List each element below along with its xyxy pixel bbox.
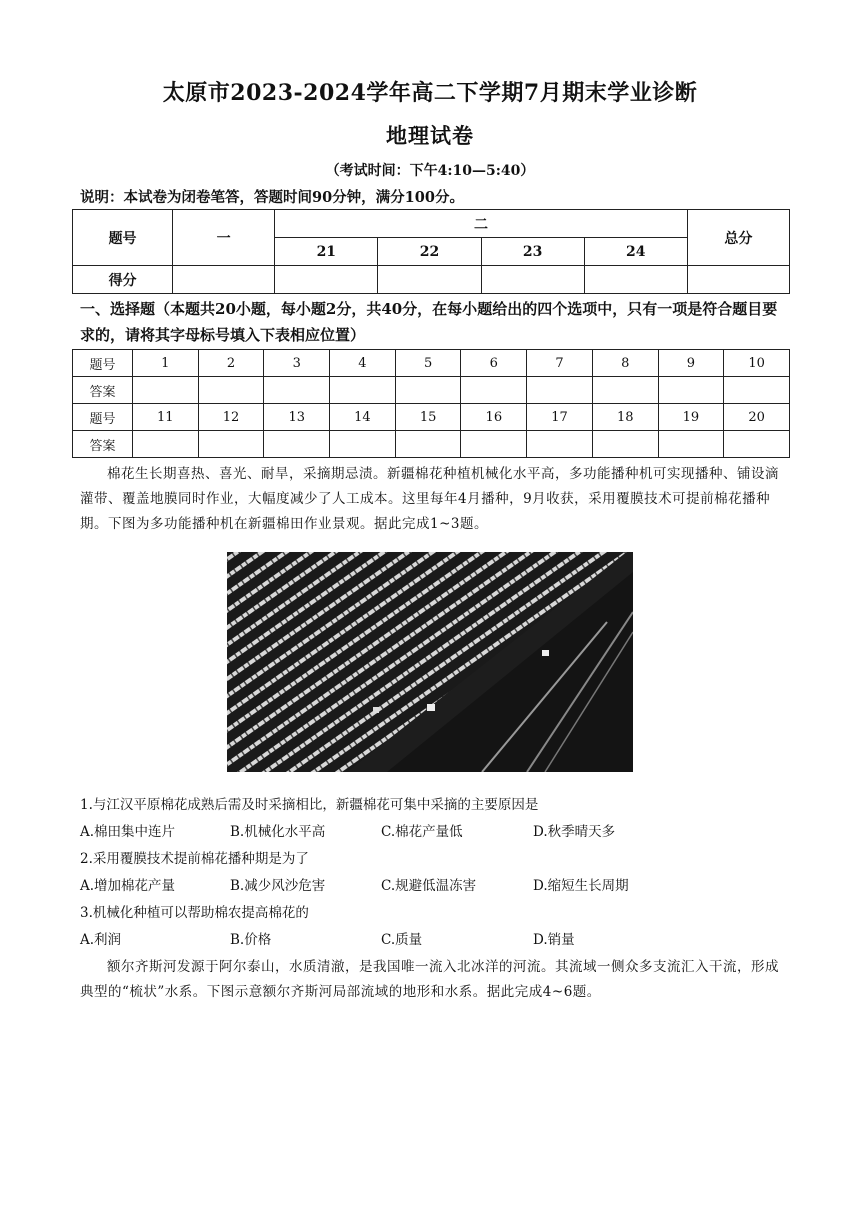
answer-cell[interactable]	[132, 431, 198, 458]
score-sub: 24	[584, 238, 687, 266]
score-sub: 22	[378, 238, 481, 266]
answer-cell[interactable]	[198, 431, 264, 458]
passage-irtysh: 额尔齐斯河发源于阿尔泰山，水质清澈，是我国唯一流入北冰洋的河流。其流域一侧众多支流汇入干流，形成典型的“梳状”水系。下图示意额尔齐斯河局部流域的地形和水系。据此完成4~6题。	[80, 959, 779, 1000]
answer-question-number: 8	[592, 350, 658, 377]
answer-question-number: 9	[658, 350, 724, 377]
answer-cell[interactable]	[592, 431, 658, 458]
option-d[interactable]: D.缩短生长周期	[533, 878, 629, 894]
score-cell[interactable]	[481, 266, 584, 294]
answer-cell[interactable]	[198, 377, 264, 404]
answer-question-number: 16	[461, 404, 527, 431]
answer-cell[interactable]	[724, 377, 790, 404]
exam-title: 太原市2023-2024学年高二下学期7月期末学业诊断	[162, 80, 698, 106]
score-cell[interactable]	[378, 266, 481, 294]
option-b[interactable]: B.机械化水平高	[230, 824, 326, 840]
answer-question-number: 14	[330, 404, 396, 431]
score-cell[interactable]	[687, 266, 789, 294]
answer-cell[interactable]	[527, 377, 593, 404]
score-table	[72, 209, 790, 294]
answer-question-number: 18	[592, 404, 658, 431]
answer-cell[interactable]	[264, 431, 330, 458]
score-cell[interactable]	[173, 266, 275, 294]
answer-question-number: 17	[527, 404, 593, 431]
answer-question-number: 12	[198, 404, 264, 431]
answer-question-number: 19	[658, 404, 724, 431]
exam-instructions: 说明：本试卷为闭卷笔答，答题时间90分钟，满分100分。	[80, 189, 464, 206]
answer-cell[interactable]	[330, 377, 396, 404]
answer-table	[72, 349, 790, 458]
answer-question-number: 15	[395, 404, 461, 431]
answer-question-number: 11	[132, 404, 198, 431]
question-2-stem: 2.采用覆膜技术提前棉花播种期是为了	[80, 851, 309, 867]
answer-cell[interactable]	[395, 377, 461, 404]
answer-cell[interactable]	[658, 431, 724, 458]
answer-cell[interactable]	[461, 431, 527, 458]
section-heading: 一、选择题（本题共20小题，每小题2分，共40分，在每小题给出的四个选项中，只有一项是符合题目要求的，请将其字母标号填入下表相应位置）	[80, 300, 778, 344]
option-b[interactable]: B.减少风沙危害	[230, 878, 326, 894]
score-part1: 一	[173, 210, 275, 266]
exam-time: （考试时间：下午4:10—5:40）	[325, 163, 535, 179]
passage-cotton: 棉花生长期喜热、喜光、耐旱，采摘期忌渍。新疆棉花种植机械化水平高，多功能播种机可实现播种、铺设滴灌带、覆盖地膜同时作业，大幅度减少了人工成本。这里每年4月播种，9月收获，采用覆膜技术可提前棉花播种期。下图为多功能播种机在新疆棉田作业景观。据此完成1~3题。	[80, 466, 779, 532]
option-c[interactable]: C.质量	[381, 932, 423, 948]
answer-question-number: 6	[461, 350, 527, 377]
answer-question-number: 5	[395, 350, 461, 377]
option-a[interactable]: A.棉田集中连片	[80, 824, 176, 840]
answer-cell[interactable]	[330, 431, 396, 458]
option-a[interactable]: A.增加棉花产量	[80, 878, 176, 894]
answer-cell[interactable]	[461, 377, 527, 404]
option-c[interactable]: C.棉花产量低	[381, 824, 463, 840]
answer-ans-label: 答案	[73, 377, 133, 404]
exam-subject: 地理试卷	[386, 123, 474, 148]
answer-cell[interactable]	[264, 377, 330, 404]
answer-num-label: 题号	[73, 350, 133, 377]
option-b[interactable]: B.价格	[230, 932, 272, 948]
question-1-stem: 1.与江汉平原棉花成熟后需及时采摘相比，新疆棉花可集中采摘的主要原因是	[80, 797, 539, 813]
option-c[interactable]: C.规避低温冻害	[381, 878, 477, 894]
cotton-field-photo	[227, 552, 633, 772]
score-row-label: 得分	[73, 266, 173, 294]
answer-cell[interactable]	[527, 431, 593, 458]
option-d[interactable]: D.秋季晴天多	[533, 824, 616, 840]
answer-question-number: 4	[330, 350, 396, 377]
answer-question-number: 13	[264, 404, 330, 431]
answer-ans-label: 答案	[73, 431, 133, 458]
score-total: 总分	[687, 210, 789, 266]
score-cell[interactable]	[584, 266, 687, 294]
answer-cell[interactable]	[132, 377, 198, 404]
answer-question-number: 2	[198, 350, 264, 377]
answer-cell[interactable]	[395, 431, 461, 458]
answer-cell[interactable]	[592, 377, 658, 404]
answer-num-label: 题号	[73, 404, 133, 431]
option-d[interactable]: D.销量	[533, 932, 575, 948]
answer-question-number: 20	[724, 404, 790, 431]
score-part2: 二	[275, 210, 688, 238]
answer-question-number: 1	[132, 350, 198, 377]
answer-question-number: 10	[724, 350, 790, 377]
option-a[interactable]: A.利润	[80, 932, 122, 948]
score-sub: 23	[481, 238, 584, 266]
question-3-stem: 3.机械化种植可以帮助棉农提高棉花的	[80, 905, 309, 921]
score-cell[interactable]	[275, 266, 378, 294]
score-col-label: 题号	[73, 210, 173, 266]
answer-question-number: 3	[264, 350, 330, 377]
answer-cell[interactable]	[658, 377, 724, 404]
answer-question-number: 7	[527, 350, 593, 377]
answer-cell[interactable]	[724, 431, 790, 458]
score-sub: 21	[275, 238, 378, 266]
